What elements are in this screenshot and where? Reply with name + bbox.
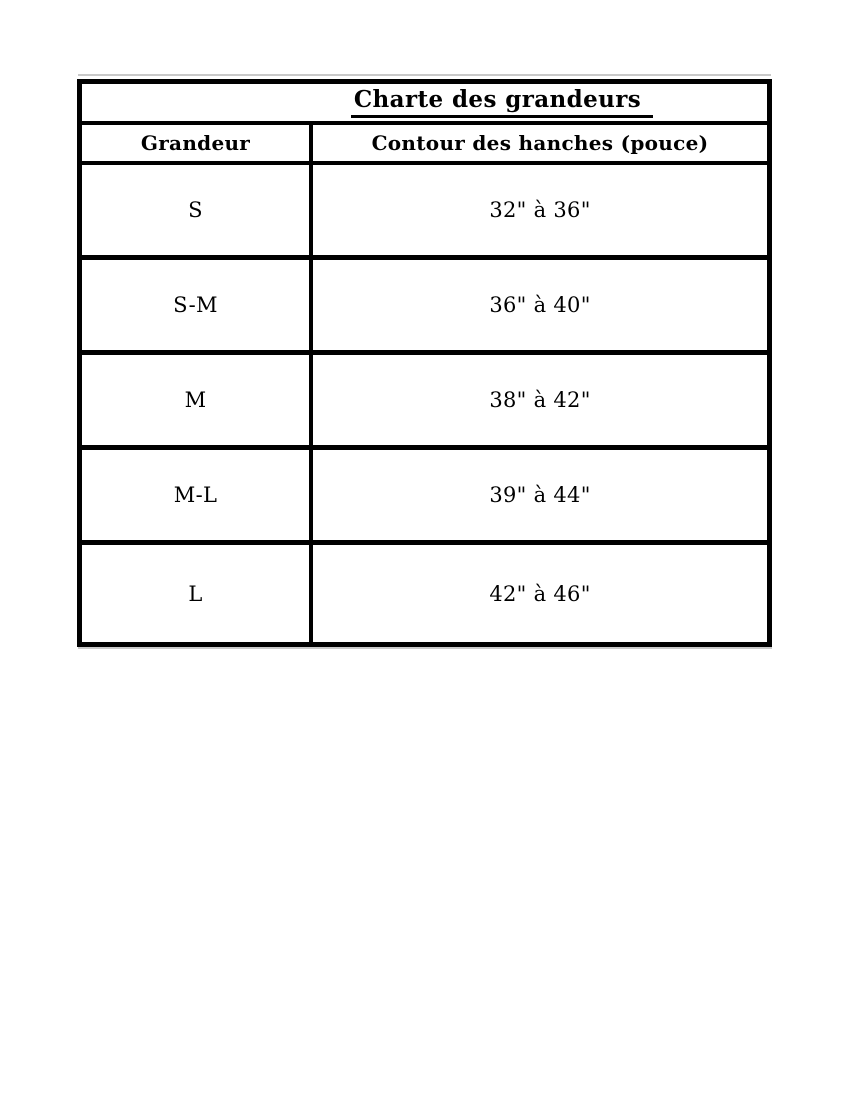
- size-cell: L: [82, 545, 313, 642]
- table-row: [82, 260, 767, 355]
- size-cell: S: [82, 165, 313, 255]
- table-title: Charte des grandeurs: [351, 87, 653, 117]
- size-chart-table: [77, 79, 772, 647]
- column-header-contour-hanches: Contour des hanches (pouce): [371, 131, 709, 155]
- hip-range-cell: 39" à 44": [489, 483, 591, 507]
- table-header-row: [82, 125, 767, 165]
- table-row: [82, 450, 767, 545]
- size-cell: M-L: [82, 450, 313, 540]
- table-bottom-hairline: [78, 647, 772, 649]
- size-cell: M: [82, 355, 313, 445]
- table-row: [82, 165, 767, 260]
- table-row: [82, 545, 767, 642]
- hip-range-cell: 42" à 46": [489, 581, 591, 606]
- table-row: [82, 355, 767, 450]
- hip-range-cell: 36" à 40": [489, 293, 591, 317]
- hip-range-cell: 38" à 42": [489, 388, 591, 412]
- table-top-hairline: [78, 74, 771, 76]
- hip-range-cell: 32" à 36": [489, 198, 591, 222]
- column-header-grandeur: Grandeur: [82, 125, 313, 161]
- table-title-row: [82, 84, 767, 125]
- size-cell: S-M: [82, 260, 313, 350]
